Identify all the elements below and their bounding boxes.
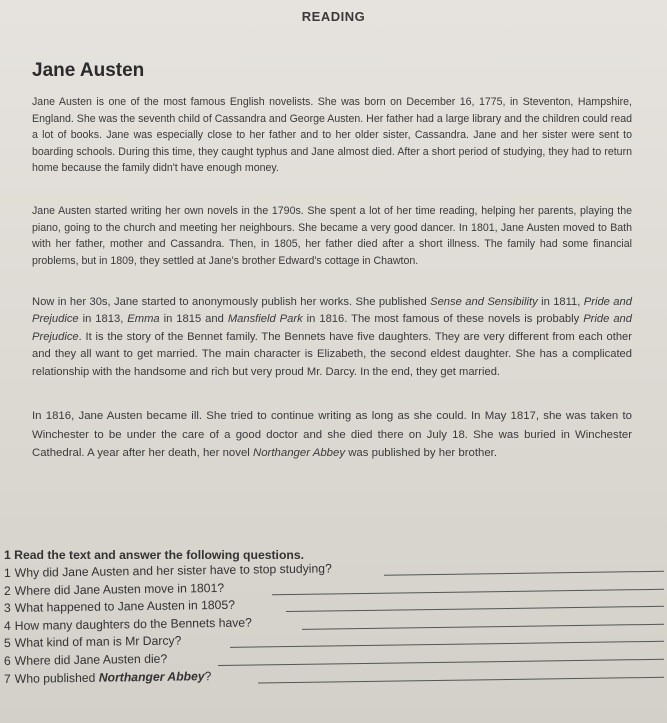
paragraph-3-text: Now in her 30s, Jane started to anonymously publish her works. She published	[32, 296, 431, 308]
paragraph-3-text: in 1813,	[78, 313, 128, 326]
novel-title: Pride and Prejudice	[32, 296, 632, 326]
novel-title: Pride and Prejudice	[32, 313, 632, 343]
paragraph-3	[32, 294, 632, 381]
question-text: Where did Jane Austen move in 1801?	[14, 580, 225, 598]
question-text: ?	[204, 668, 212, 683]
paragraph-3-text: . It is the story of the Bennet family. The Bennets have five daughters. They are very different from each other and they all want to get married. The main character is Elizabeth, the second eldest daughter. She has a complicated relationship with the handsome and rich but very proud Mr. Darcy. In the end, they get married.	[32, 330, 632, 378]
question-number: 6	[3, 653, 11, 668]
question-number: 7	[3, 671, 11, 686]
paragraph-3-text: in 1811,	[537, 296, 584, 308]
questions-section	[4, 548, 664, 689]
question-text: Who published	[14, 670, 99, 686]
paragraph-1: Jane Austen is one of the most famous English novelists. She was born on December 16, 1775, in Steventon, Hampshire, England. She was the seventh child of Cassandra and George Austen. Her father had a large library and the children could read a lot of books. Jane was especially close to her father and to her older sister, Cassandra. Jane and her sister were sent to boarding schools. During this time, they caught typhus and Jane almost died. After a short period of studying, they had to return home because the family didn't have enough money.	[32, 96, 632, 175]
question-text: What kind of man is Mr Darcy?	[14, 633, 182, 651]
paragraph-3-text: in 1816. The most famous of these novels is probably	[302, 313, 584, 326]
question-number: 4	[3, 618, 11, 633]
paragraph-4-text: was published by her brother.	[345, 447, 497, 460]
novel-title: Emma	[127, 313, 160, 326]
article-title: Jane Austen	[32, 60, 145, 81]
novel-title: Northanger Abbey	[98, 668, 205, 685]
question-text: Why did Jane Austen and her sister have to stop studying?	[14, 561, 332, 580]
novel-title: Mansfield Park	[227, 313, 303, 326]
paragraph-4-text: In 1816, Jane Austen became ill. She tried to continue writing as long as she could. In May 1817, she was taken to Winchester to be under the care of a good doctor and she died there on July 18. She was buried in Winchester Cathedral. A year after her death, her novel	[32, 410, 632, 460]
novel-title: Northanger Abbey	[253, 447, 346, 460]
questions-instruction: 1 Read the text and answer the following questions.	[4, 548, 304, 562]
question-text: Where did Jane Austen die?	[14, 651, 168, 668]
novel-title: Sense and Sensibility	[430, 296, 538, 308]
question-text: How many daughters do the Bennets have?	[14, 615, 252, 633]
question-number: 5	[3, 636, 11, 651]
question-number: 2	[3, 583, 11, 598]
paragraph-4	[32, 407, 632, 463]
section-heading: READING	[301, 9, 366, 24]
answer-line[interactable]	[258, 676, 664, 683]
paragraph-2: Jane Austen started writing her own novels in the 1790s. She spent a lot of her time reading, helping her parents, playing the piano, going to the church and meeting her neighbours. She became a very good dancer. In 1801, Jane Austen moved to Bath with her father, mother and Cassandra. Then, in 1805, her father died after a short illness. The family had some financial problems, but in 1809, they settled at Jane's brother Edward's cottage in Chawton.	[32, 205, 632, 267]
paragraph-3-text: in 1815 and	[159, 313, 228, 326]
question-text: What happened to Jane Austen in 1805?	[14, 597, 236, 616]
question-number: 3	[3, 601, 11, 616]
question-number: 1	[3, 565, 11, 580]
